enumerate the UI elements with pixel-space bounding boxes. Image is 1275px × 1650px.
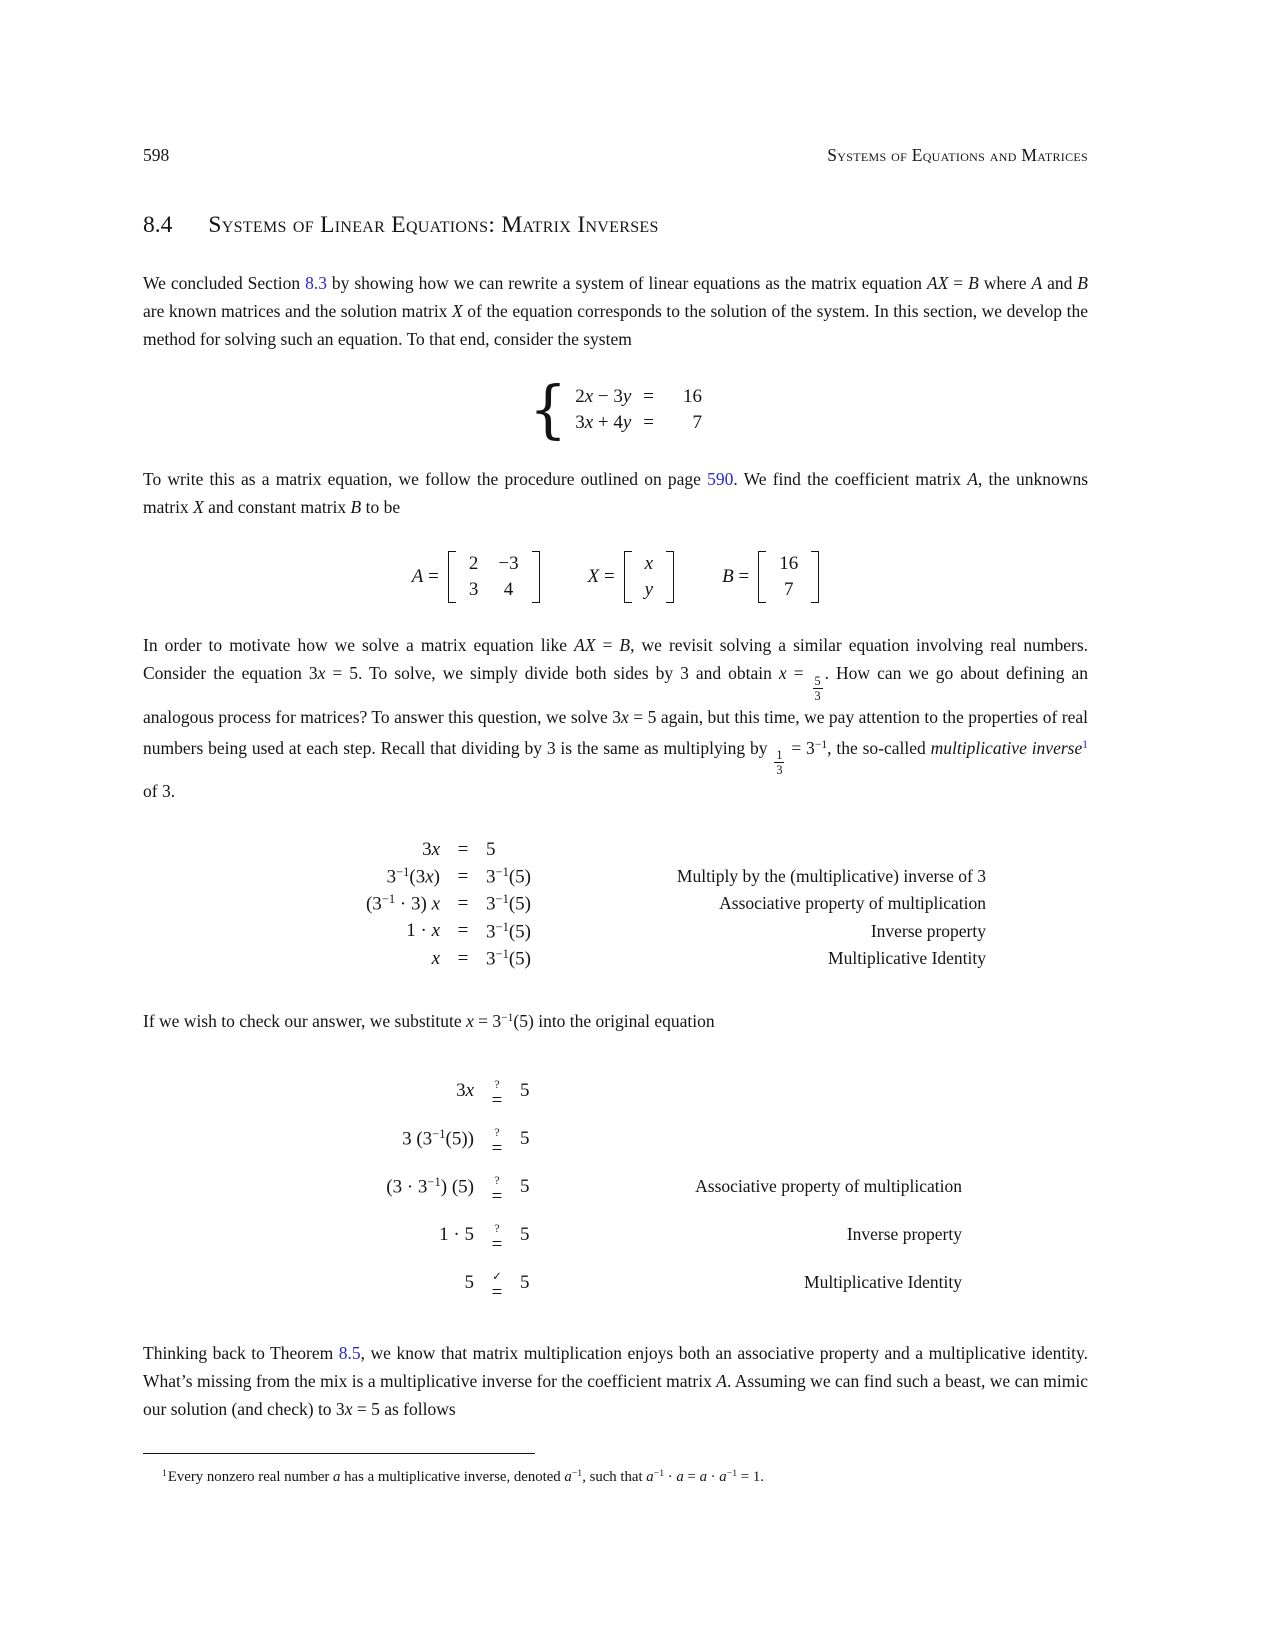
i-segment: x — [465, 1010, 474, 1031]
matrix-B — [758, 551, 819, 603]
i-segment: A — [411, 566, 424, 587]
equation-row — [575, 384, 702, 410]
equals-sign: = — [643, 386, 654, 407]
i-segment: x — [584, 386, 594, 407]
left-bracket — [624, 551, 632, 603]
derivation-lhs: $3^{-1}(3x)$ — [386, 865, 440, 888]
derivation-solve — [245, 837, 986, 972]
i-segment: x — [621, 706, 629, 727]
sup-segment: −1 — [495, 946, 509, 961]
matrix-A — [448, 551, 540, 603]
derivation-rhs: $3^{-1}(5)$ — [486, 919, 531, 942]
derivation-note: Associative property of multiplication — [719, 893, 986, 914]
relation-sign: ? = — [491, 1078, 503, 1111]
equals-sign: = — [643, 412, 654, 433]
derivation-rhs: $3^{-1}(5)$ — [486, 946, 531, 970]
derivation-rhs: $3^{-1}(5)$ — [486, 865, 531, 888]
relation-sign: = — [457, 865, 469, 887]
matrix-B-definition — [722, 551, 819, 603]
derivation-rhs: 5 — [520, 1079, 530, 1101]
i-segment: B — [722, 566, 734, 587]
derivation-row — [245, 945, 986, 972]
i-segment: x — [425, 866, 434, 888]
i-segment: x — [431, 839, 440, 861]
paragraph-matrix-equation: To write this as a matrix equation, we follow the procedure outlined on page 590. We find the coefficient matrix A, the unknowns matrix X and constant matrix B to be — [143, 469, 1089, 517]
page-number: 598 — [143, 145, 170, 165]
i-segment: y — [644, 579, 654, 600]
left-bracket — [758, 551, 766, 603]
i-segment: B — [619, 635, 631, 655]
i-segment: x — [778, 663, 787, 683]
matrix-cell: 2 — [468, 553, 479, 574]
derivation-rhs: 5 — [486, 839, 496, 861]
i-segment: y — [622, 412, 632, 433]
i-segment: B — [1077, 273, 1088, 293]
i-segment: A — [967, 469, 978, 489]
derivation-lhs: 3 $(3^{-1}(5))$ — [402, 1127, 474, 1150]
derivation-row — [245, 890, 986, 917]
footnote-1-marker-link[interactable]: 1 — [1082, 738, 1089, 751]
paragraph-check-intro: If we wish to check our answer, we substitute $x = 3^{-1}(5)$ into the original equation — [143, 1010, 715, 1031]
footnote-body: Every nonzero real number a has a multiplicative inverse, denoted $a^{-1}$, such that $a^{-1} \cdot a = a \cdot a^{-1} = 1$. — [167, 1467, 764, 1485]
derivation-lhs: 3x — [456, 1079, 474, 1101]
i-segment: A — [716, 1370, 727, 1391]
matrix-cell: −3 — [498, 553, 519, 574]
matrix-A-label: A = — [411, 566, 439, 587]
sup-segment: −1 — [396, 865, 410, 880]
i-segment: B — [968, 273, 979, 293]
i-segment: a — [333, 1468, 341, 1485]
fraction: $\frac{1}{3}$ — [776, 747, 783, 777]
sup-segment: −1 — [571, 1467, 583, 1479]
matrix-X-definition — [588, 551, 675, 603]
derivation-lhs: 1 · x — [406, 920, 440, 942]
derivation-lhs: 3x — [422, 839, 440, 861]
i-segment: x — [317, 663, 326, 683]
section-heading — [143, 212, 1088, 239]
derivation-lhs: 1 · 5 — [439, 1223, 474, 1245]
derivation-row — [269, 1115, 962, 1163]
matrix-definitions — [143, 551, 1088, 603]
equation-rhs: 7 — [692, 412, 702, 433]
derivation-note — [562, 1115, 962, 1163]
equation-row — [575, 410, 702, 436]
derivation-row — [245, 837, 986, 863]
section-title: Systems of Linear Equations: Matrix Inverses — [208, 212, 659, 238]
matrix-cell: 3 — [468, 579, 479, 600]
footnote-text — [143, 1463, 1088, 1488]
i-segment: x — [431, 920, 440, 942]
i-segment: B — [350, 497, 362, 517]
running-head: Systems of Equations and Matrices — [827, 145, 1088, 165]
matrix-X-label: X = — [587, 566, 615, 587]
paragraph-intro: We concluded Section 8.3 by showing how we can rewrite a system of linear equations as the matrix equation AX = B where A and B are known matrices and the solution matrix X of the equation corresponds to the solution of the system. In this section, we develop the method for solving such an equation. To that end, consider the system — [143, 273, 1088, 349]
sup-segment: −1 — [427, 1175, 441, 1190]
derivation-rhs: 5 — [520, 1271, 530, 1293]
derivation-lhs — [245, 945, 440, 972]
paragraph-motivation: In order to motivate how we solve a matrix equation like AX = B, we revisit solving a similar equation involving real numbers. Consider the equation 3x = 5. To solve, we simply divide both sides by 3 and obtain x = $\frac{5}{3}$ . How can we go about defining an analogous process for matrices? To answer this question, we solve 3x = 5 again, but this time, we pay attention to the properties of real numbers being used at each step. Recall that dividing by 3 is the same as multiplying by $\frac{1}{3}$ = $3^{-1}$, the so-called multiplicative inverse$^1$ of 3. — [143, 635, 1089, 802]
derivation-row — [269, 1163, 962, 1211]
derivation-rhs: 5 — [520, 1175, 530, 1197]
equation-lhs: 3x + 4y — [575, 412, 632, 433]
derivation-note: Multiplicative Identity — [828, 948, 986, 968]
i-segment: a — [676, 1468, 684, 1485]
matrix-cell: 7 — [783, 579, 794, 600]
footnote-area — [143, 1453, 1088, 1488]
i-segment: a — [646, 1468, 654, 1485]
i-segment: AX — [926, 273, 949, 293]
derivation-note: Associative property of multiplication — [695, 1176, 962, 1197]
footnote-marker: 1 — [162, 1467, 167, 1479]
i-segment: x — [431, 947, 440, 969]
left-bracket — [448, 551, 456, 603]
page-590-link[interactable]: 590 — [707, 469, 734, 489]
i-segment: x — [584, 412, 594, 433]
sup-segment: −1 — [495, 919, 509, 934]
matrix-cell: 16 — [779, 553, 799, 574]
matrix-B-label: B = — [722, 566, 750, 587]
i-segment: x — [644, 553, 654, 574]
derivation-row — [269, 1259, 962, 1307]
left-brace: { — [529, 373, 568, 447]
page-header — [143, 145, 1088, 166]
derivation-lhs: 5 — [464, 1271, 474, 1293]
derivation-lhs: $(3^{-1} \cdot 3)$ x — [365, 892, 440, 915]
derivation-note: Inverse property — [870, 920, 986, 941]
i-segment: a — [719, 1468, 727, 1485]
i-segment: X — [452, 301, 463, 321]
matrix-A-definition — [412, 551, 540, 603]
derivation-row — [245, 918, 986, 945]
sup-segment: −1 — [495, 865, 509, 880]
i-segment: X — [587, 566, 600, 587]
sup-segment: −1 — [653, 1467, 665, 1479]
checkmark-icon: ✓ — [492, 1270, 502, 1283]
sup-segment: −1 — [814, 738, 828, 751]
fraction: $\frac{5}{3}$ — [814, 673, 821, 703]
matrix-cell: 4 — [503, 579, 514, 600]
relation-sign: ? = — [491, 1222, 503, 1255]
derivation-lhs: $(3 \cdot 3^{-1})$ (5) — [386, 1175, 474, 1198]
sup-segment: −1 — [381, 892, 396, 907]
derivation-note — [562, 1067, 962, 1115]
sup-segment: −1 — [432, 1127, 446, 1142]
i-segment: a — [564, 1468, 572, 1485]
equation-rhs: 16 — [683, 386, 702, 407]
right-bracket — [666, 551, 674, 603]
matrix-X — [624, 551, 674, 603]
section-number: 8.4 — [143, 212, 173, 238]
i-segment: a — [699, 1468, 707, 1485]
relation-sign: = — [457, 947, 469, 969]
section-8-3-link[interactable]: 8.3 — [305, 273, 327, 293]
relation-sign: = — [457, 839, 469, 861]
sup-segment: −1 — [726, 1467, 738, 1479]
derivation-note: Inverse property — [846, 1224, 962, 1245]
i-segment: y — [622, 386, 632, 407]
derivation-rhs: $3^{-1}(5)$ — [486, 892, 531, 915]
derivation-row — [245, 863, 986, 890]
relation-sign: = — [457, 892, 469, 914]
theorem-8-5-link[interactable]: 8.5 — [338, 1342, 361, 1363]
paragraph-conclusion: Thinking back to Theorem 8.5, we know that matrix multiplication enjoys both an associative property and a multiplicative identity. What’s missing from the mix is a multiplicative inverse for the coefficient matrix A. Assuming we can find such a beast, we can mimic our solution (and check) to 3x = 5 as follows — [143, 1342, 1089, 1419]
right-bracket — [532, 551, 540, 603]
i-segment: multiplicative inverse — [930, 737, 1083, 758]
derivation-rhs: 5 — [520, 1223, 530, 1245]
matrix-cell — [635, 551, 663, 577]
i-segment: x — [344, 1398, 353, 1419]
derivation-note — [581, 837, 986, 863]
derivation-note: Multiply by the (multiplicative) inverse of 3 — [676, 866, 986, 887]
i-segment: AX — [574, 635, 596, 655]
i-segment: x — [465, 1079, 474, 1101]
derivation-row — [269, 1067, 962, 1115]
derivation-note: Multiplicative Identity — [804, 1272, 962, 1293]
derivation-row — [269, 1211, 962, 1259]
i-segment: x — [431, 893, 440, 915]
system-equations-table — [575, 384, 702, 436]
i-segment: X — [193, 497, 204, 517]
relation-sign: ? = — [491, 1174, 503, 1207]
system-of-equations — [143, 373, 1088, 447]
derivation-rhs: 5 — [520, 1127, 530, 1149]
sup-segment: −1 — [495, 892, 509, 907]
right-bracket — [811, 551, 819, 603]
relation-sign-check: ✓ = — [491, 1270, 503, 1303]
i-segment: A — [1031, 273, 1043, 293]
matrix-cell — [635, 577, 663, 603]
sup-segment: −1 — [501, 1012, 514, 1025]
relation-sign: ? = — [491, 1126, 503, 1159]
derivation-check — [269, 1067, 962, 1307]
footnote-rule — [143, 1453, 535, 1454]
relation-sign: = — [457, 920, 469, 942]
equation-lhs: 2x − 3y — [575, 386, 632, 407]
